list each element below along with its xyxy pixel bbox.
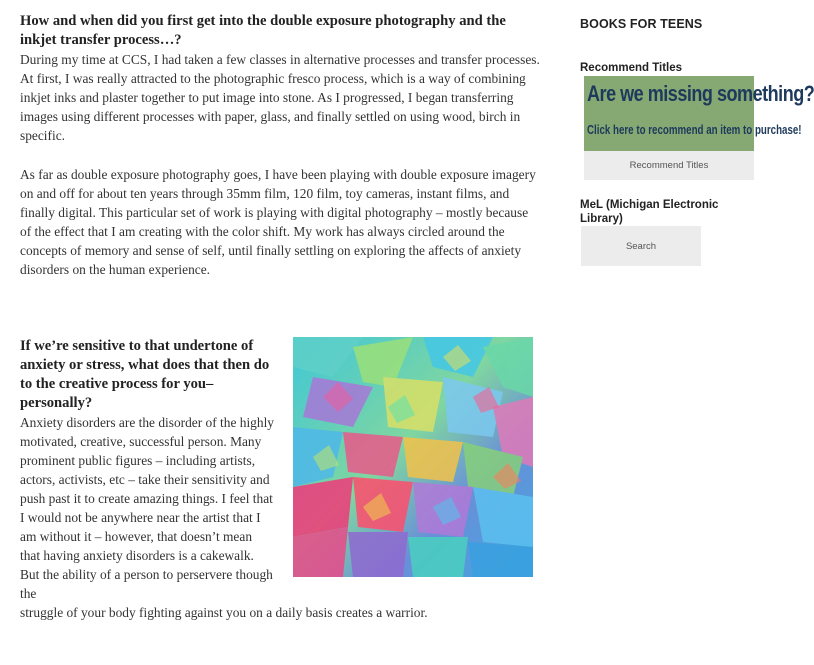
banner-headline: Are we missing something? <box>587 81 814 106</box>
article-section-1 <box>20 12 540 145</box>
sidebar-title: BOOKS FOR TEENS <box>580 17 703 31</box>
search-button[interactable]: Search <box>581 226 701 266</box>
recommend-heading: Recommend Titles <box>580 62 683 74</box>
answer-paragraph-1: During my time at CCS, I had taken a few classes in alternative processes and transfer processes. At first, I was really attracted to the photographic fresco process, which is a way of combining inkjet inks and plaster together to put image into stone. As I progressed, I began transferring images using different processes with paper, glass, and finally settled on using wood, birch in specific. <box>20 52 540 143</box>
banner-subtext: Click here to recommend an item to purchase! <box>587 123 802 137</box>
double-exposure-artwork <box>293 337 533 577</box>
artwork-image <box>293 337 533 577</box>
mel-heading: MeL (Michigan Electronic Library) <box>580 199 719 225</box>
article-section-3 <box>20 337 428 622</box>
recommend-banner[interactable] <box>584 76 814 151</box>
question-heading-2: If we’re sensitive to that undertone of anxiety or stress, what does that then do to the creative process for you–personally? <box>20 338 270 411</box>
answer-paragraph-3: Anxiety disorders are the disorder of the highly motivated, creative, successful person. Many prominent public figures – including artists, actors, activists, etc – take their sensitivity and push past it to create amazing things. I feel that I would not be anywhere near the artist that I am without it – however, that doesn’t mean that having anxiety disorders is a cakewalk. But the ability of a person to perservere though the <box>20 415 274 601</box>
answer-paragraph-2: As far as double exposure photography goes, I have been playing with double exposure imagery on and off for about ten years through 35mm film, 120 film, toy cameras, instant films, and finally digital. This particular set of work is playing with digital photography – mostly because of the effect that I am creating with the color shift. My work has always circled around the concepts of memory and sense of self, until finally settling on exploring the affects of anxiety disorders on the human experience. <box>20 167 536 277</box>
article-section-2 <box>20 165 540 279</box>
recommend-titles-button[interactable]: Recommend Titles <box>584 151 754 180</box>
answer-paragraph-3-end: struggle of your body fighting against you on a daily basis creates a warrior. <box>20 605 428 620</box>
question-heading-1: How and when did you first get into the double exposure photography and the inkjet transfer process…? <box>20 13 506 48</box>
